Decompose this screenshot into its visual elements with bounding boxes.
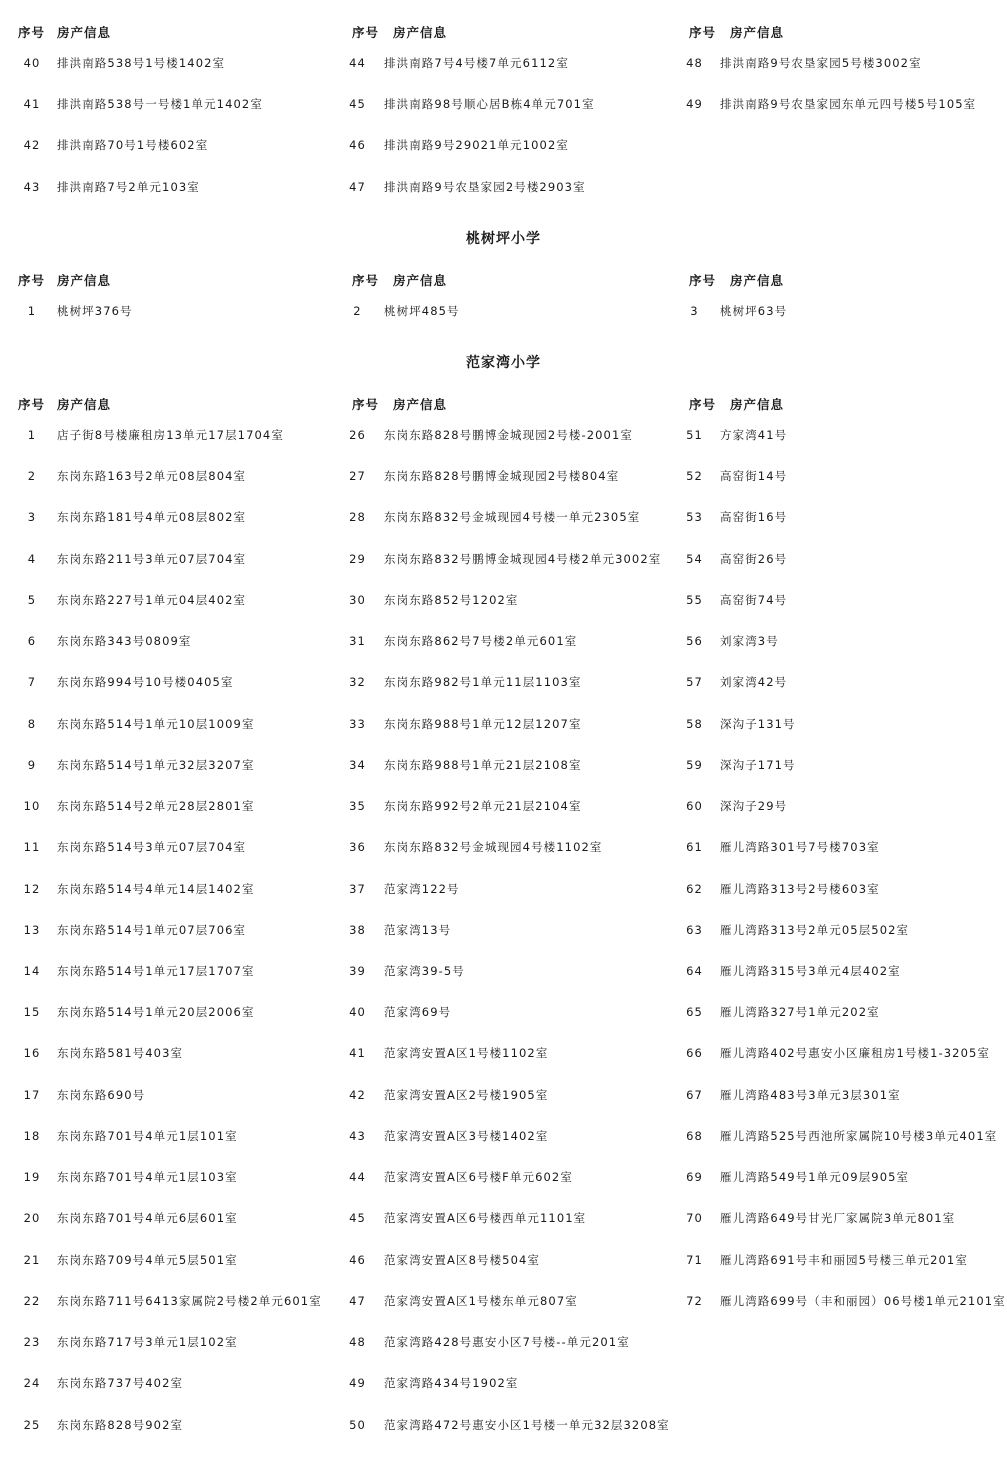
property-info: 东岗东路709号4单元5层501室	[57, 1252, 238, 1267]
header-info-label: 房产信息	[57, 397, 112, 412]
row-number: 67	[686, 1087, 703, 1102]
property-info: 排洪南路7号2单元103室	[57, 179, 200, 194]
row-number: 11	[23, 840, 41, 855]
property-info: 刘家湾42号	[720, 675, 788, 690]
row-number: 17	[23, 1087, 41, 1102]
property-info: 东岗东路181号4单元08层802室	[57, 510, 247, 525]
property-info: 刘家湾3号	[720, 634, 779, 649]
header-no-label: 序号	[351, 25, 379, 40]
property-info: 范家湾路472号惠安小区1号楼一单元32层3208室	[384, 1417, 670, 1432]
property-info: 深沟子171号	[720, 757, 796, 772]
property-info: 排洪南路7号4号楼7单元6112室	[384, 56, 569, 70]
property-info: 雁儿湾路691号丰和丽园5号楼三单元201室	[720, 1252, 968, 1267]
property-info: 深沟子29号	[720, 799, 788, 814]
row-number: 54	[686, 551, 703, 566]
row-number: 5	[27, 592, 37, 607]
header-no-label: 序号	[688, 25, 716, 40]
property-info: 雁儿湾路313号2号楼603室	[720, 881, 880, 896]
row-number: 48	[686, 56, 703, 70]
row-number: 20	[23, 1211, 41, 1226]
row-number: 42	[349, 1087, 366, 1102]
property-info: 东岗东路514号1单元17层1707室	[57, 963, 255, 978]
property-info: 范家湾13号	[384, 922, 452, 937]
row-number: 63	[686, 922, 703, 937]
row-number: 23	[23, 1335, 41, 1350]
row-number: 62	[686, 881, 703, 896]
property-info: 东岗东路994号10号楼0405室	[57, 675, 234, 690]
row-number: 37	[349, 881, 366, 896]
property-info: 东岗东路717号3单元1层102室	[57, 1335, 238, 1350]
section-title: 范家湾小学	[466, 355, 541, 371]
row-number: 53	[686, 510, 703, 525]
row-number: 18	[23, 1128, 41, 1143]
row-number: 50	[349, 1417, 366, 1432]
row-number: 38	[349, 922, 366, 937]
row-number: 71	[686, 1252, 703, 1267]
header-no-label: 序号	[351, 273, 379, 288]
row-number: 31	[349, 634, 366, 649]
row-number: 44	[349, 56, 366, 70]
property-info: 雁儿湾路402号惠安小区廉租房1号楼1-3205室	[720, 1046, 990, 1061]
row-number: 46	[349, 1252, 366, 1267]
property-info: 排洪南路9号农垦家园5号楼3002室	[720, 56, 922, 70]
property-info: 东岗东路690号	[57, 1087, 146, 1102]
row-number: 40	[23, 56, 41, 70]
property-info: 范家湾安置A区6号楼西单元1101室	[384, 1211, 587, 1226]
header-no-label: 序号	[351, 397, 379, 412]
header-info-label: 房产信息	[393, 397, 448, 412]
property-info: 雁儿湾路699号（丰和丽园）06号楼1单元2101室	[720, 1293, 1006, 1308]
property-info: 东岗东路852号1202室	[384, 592, 519, 607]
row-number: 52	[686, 469, 703, 484]
property-info: 东岗东路163号2单元08层804室	[57, 469, 247, 484]
property-info: 雁儿湾路549号1单元09层905室	[720, 1170, 910, 1185]
property-info: 东岗东路988号1单元21层2108室	[384, 757, 582, 772]
row-number: 65	[686, 1005, 703, 1020]
row-number: 1	[27, 304, 37, 318]
row-number: 43	[349, 1128, 366, 1143]
row-number: 45	[349, 1211, 366, 1226]
property-info: 范家湾安置A区2号楼1905室	[384, 1087, 549, 1102]
property-info: 雁儿湾路483号3单元3层301室	[720, 1087, 901, 1102]
property-info: 高窑街14号	[720, 469, 788, 484]
row-number: 19	[23, 1170, 41, 1185]
header-no-label: 序号	[17, 273, 45, 288]
property-info: 东岗东路514号2单元28层2801室	[57, 799, 255, 814]
row-number: 8	[27, 716, 37, 731]
row-number: 49	[349, 1376, 366, 1391]
property-info: 东岗东路514号1单元20层2006室	[57, 1005, 255, 1020]
header-info-label: 房产信息	[730, 397, 785, 412]
row-number: 36	[349, 840, 366, 855]
property-info: 排洪南路9号29021单元1002室	[384, 138, 569, 153]
row-number: 72	[686, 1293, 703, 1308]
property-info: 东岗东路514号4单元14层1402室	[57, 881, 255, 896]
row-number: 69	[686, 1170, 703, 1185]
row-number: 25	[23, 1417, 41, 1432]
property-info: 方家湾41号	[720, 428, 788, 442]
property-info: 范家湾安置A区8号楼504室	[384, 1252, 541, 1267]
row-number: 66	[686, 1046, 703, 1061]
property-info: 排洪南路538号1号楼1402室	[57, 56, 226, 70]
property-info: 东岗东路737号402室	[57, 1376, 184, 1391]
property-info: 东岗东路862号7号楼2单元601室	[384, 634, 578, 649]
row-number: 48	[349, 1335, 366, 1350]
header-info-label: 房产信息	[730, 25, 785, 40]
property-info: 东岗东路701号4单元1层103室	[57, 1170, 238, 1185]
row-number: 2	[27, 469, 37, 484]
property-info: 东岗东路514号1单元32层3207室	[57, 757, 255, 772]
property-info: 东岗东路581号403室	[57, 1046, 184, 1061]
row-number: 70	[686, 1211, 703, 1226]
property-info: 东岗东路828号902室	[57, 1417, 184, 1432]
row-number: 2	[353, 304, 362, 318]
row-number: 64	[686, 963, 703, 978]
property-info: 范家湾安置A区1号楼东单元807室	[384, 1293, 578, 1308]
property-info: 排洪南路98号顺心居B栋4单元701室	[384, 97, 595, 112]
row-number: 61	[686, 840, 703, 855]
row-number: 34	[349, 757, 366, 772]
row-number: 3	[690, 304, 699, 318]
header-info-label: 房产信息	[393, 25, 448, 40]
row-number: 49	[686, 97, 703, 112]
row-number: 9	[27, 757, 37, 772]
header-no-label: 序号	[688, 397, 716, 412]
table-column	[674, 0, 1007, 1458]
property-info: 东岗东路514号3单元07层704室	[57, 840, 247, 855]
row-number: 46	[349, 138, 366, 153]
property-info: 东岗东路988号1单元12层1207室	[384, 716, 582, 731]
property-info: 雁儿湾路525号西池所家属院10号楼3单元401室	[720, 1128, 998, 1143]
row-number: 33	[349, 716, 366, 731]
row-number: 41	[23, 97, 41, 112]
row-number: 42	[23, 138, 41, 153]
property-info: 东岗东路514号1单元07层706室	[57, 922, 247, 937]
row-number: 47	[349, 179, 366, 194]
row-number: 43	[23, 179, 41, 194]
property-info: 排洪南路9号农垦家园2号楼2903室	[384, 179, 586, 194]
property-info: 雁儿湾路327号1单元202室	[720, 1005, 880, 1020]
row-number: 68	[686, 1128, 703, 1143]
header-no-label: 序号	[688, 273, 716, 288]
property-info: 范家湾122号	[384, 881, 460, 896]
property-info: 东岗东路832号鹏博金城现园4号楼2单元3002室	[384, 551, 662, 566]
property-info: 店子街8号楼廉租房13单元17层1704室	[57, 428, 284, 442]
header-info-label: 房产信息	[393, 273, 448, 288]
row-number: 44	[349, 1170, 366, 1185]
row-number: 40	[349, 1005, 366, 1020]
row-number: 4	[27, 551, 37, 566]
row-number: 60	[686, 799, 703, 814]
property-info: 桃树坪63号	[720, 304, 788, 318]
row-number: 45	[349, 97, 366, 112]
property-info: 雁儿湾路301号7号楼703室	[720, 840, 880, 855]
row-number: 21	[23, 1252, 41, 1267]
row-number: 27	[349, 469, 366, 484]
property-info: 东岗东路211号3单元07层704室	[57, 551, 247, 566]
property-info: 范家湾39-5号	[384, 963, 465, 978]
property-info: 高窑街74号	[720, 592, 788, 607]
property-info: 东岗东路982号1单元11层1103室	[384, 675, 582, 690]
property-info: 东岗东路514号1单元10层1009室	[57, 716, 255, 731]
property-info: 雁儿湾路313号2单元05层502室	[720, 922, 910, 937]
property-info: 东岗东路828号鹏博金城现园2号楼-2001室	[384, 428, 633, 442]
row-number: 16	[23, 1046, 41, 1061]
row-number: 13	[23, 922, 41, 937]
property-info: 深沟子131号	[720, 716, 796, 731]
property-info: 范家湾安置A区1号楼1102室	[384, 1046, 549, 1061]
row-number: 56	[686, 634, 703, 649]
row-number: 10	[23, 799, 41, 814]
property-info: 桃树坪485号	[384, 304, 460, 318]
row-number: 32	[349, 675, 366, 690]
row-number: 15	[23, 1005, 41, 1020]
property-info: 高窑街16号	[720, 510, 788, 525]
row-number: 55	[686, 592, 703, 607]
property-info: 范家湾路434号1902室	[384, 1376, 519, 1391]
table-column	[0, 0, 337, 1458]
row-number: 14	[23, 963, 41, 978]
header-info-label: 房产信息	[57, 25, 112, 40]
row-number: 12	[23, 881, 41, 896]
header-no-label: 序号	[17, 25, 45, 40]
property-info: 桃树坪376号	[57, 304, 133, 318]
property-info: 雁儿湾路315号3单元4层402室	[720, 963, 901, 978]
property-info: 排洪南路538号一号楼1单元1402室	[57, 97, 263, 112]
section-title: 桃树坪小学	[466, 231, 541, 247]
property-info: 东岗东路832号金城现园4号楼1102室	[384, 840, 603, 855]
header-info-label: 房产信息	[57, 273, 112, 288]
row-number: 28	[349, 510, 366, 525]
property-info: 东岗东路832号金城现园4号楼一单元2305室	[384, 510, 641, 525]
property-info: 范家湾路428号惠安小区7号楼--单元201室	[384, 1335, 630, 1350]
row-number: 30	[349, 592, 366, 607]
row-number: 59	[686, 757, 703, 772]
property-info: 排洪南路9号农垦家园东单元四号楼5号105室	[720, 97, 977, 112]
property-info: 东岗东路227号1单元04层402室	[57, 592, 247, 607]
property-info: 排洪南路70号1号楼602室	[57, 138, 209, 153]
header-info-label: 房产信息	[730, 273, 785, 288]
row-number: 3	[27, 510, 37, 525]
table-column	[337, 0, 674, 1458]
row-number: 29	[349, 551, 366, 566]
property-info: 范家湾69号	[384, 1005, 452, 1020]
property-info: 东岗东路701号4单元6层601室	[57, 1211, 238, 1226]
property-info: 范家湾安置A区6号楼F单元602室	[384, 1170, 573, 1185]
row-number: 24	[23, 1376, 41, 1391]
row-number: 7	[27, 675, 37, 690]
row-number: 22	[23, 1293, 41, 1308]
property-info: 东岗东路711号6413家属院2号楼2单元601室	[57, 1293, 322, 1308]
property-info: 东岗东路828号鹏博金城现园2号楼804室	[384, 469, 620, 484]
row-number: 57	[686, 675, 703, 690]
row-number: 41	[349, 1046, 366, 1061]
property-info: 范家湾安置A区3号楼1402室	[384, 1128, 549, 1143]
row-number: 47	[349, 1293, 366, 1308]
row-number: 6	[27, 634, 37, 649]
property-info: 高窑街26号	[720, 551, 788, 566]
row-number: 35	[349, 799, 366, 814]
row-number: 58	[686, 716, 703, 731]
property-info: 雁儿湾路649号甘光厂家属院3单元801室	[720, 1211, 956, 1226]
header-no-label: 序号	[17, 397, 45, 412]
row-number: 26	[349, 428, 366, 442]
row-number: 1	[27, 428, 37, 442]
property-info: 东岗东路992号2单元21层2104室	[384, 799, 582, 814]
row-number: 39	[349, 963, 366, 978]
row-number: 51	[686, 428, 703, 442]
property-info: 东岗东路343号0809室	[57, 634, 192, 649]
property-info: 东岗东路701号4单元1层101室	[57, 1128, 238, 1143]
